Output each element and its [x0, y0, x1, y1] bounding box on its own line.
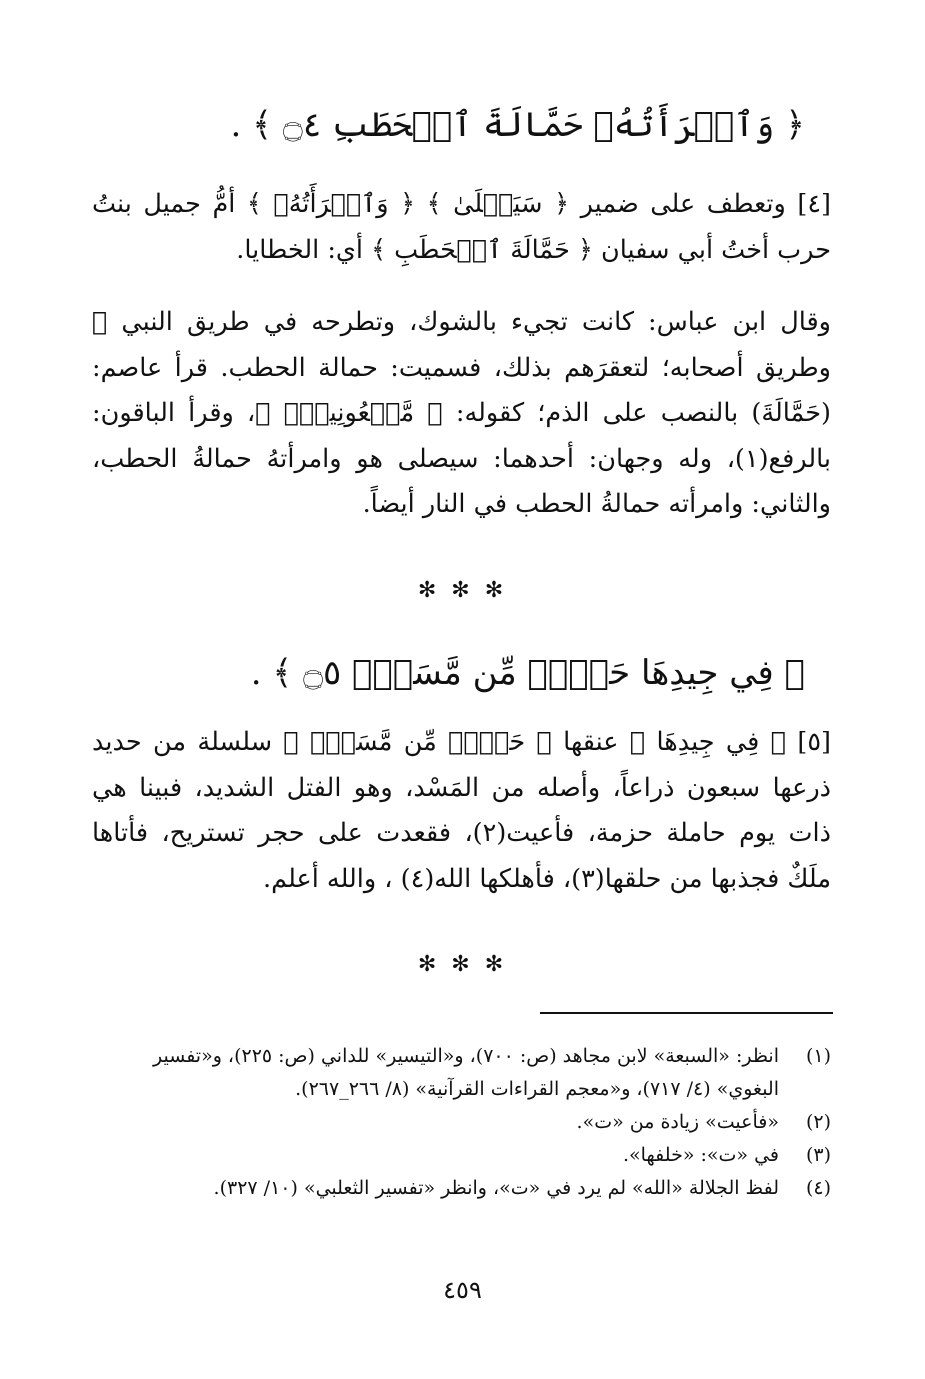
footnote-item [92, 1139, 831, 1172]
footnote-text: في «ت»: «خلفها». [622, 1144, 779, 1166]
quran-verse-5: ﴿ فِي جِيدِهَا حَبۡلٞ مِّن مَّسَدِۭ ۝٥ ﴾ . [250, 653, 805, 693]
commentary-paragraph-3: [٥] ﴿ فِي جِيدِهَا ﴾ عنقها ﴿ حَبۡلٞ مِّن مَّسَدِۭ ﴾ سلسلة من حديد ذرعها سبعون ذراعاً، وأصله من المَسْد، وهو الفتل الشديد، فبينا هي ذات يوم حاملة حزمة، فأعيت(٢)، فقعدت على حجر تستريح، فأتاها ملَكٌ فجذبها من حلقها(٣)، فأهلكها الله(٤) ، والله أعلم. [92, 727, 831, 894]
section-separator-end: ✻ ✻ ✻ [417, 952, 508, 977]
footnote-number: (٢) [805, 1111, 831, 1133]
footnote-text: «فأعيت» زيادة من «ت». [576, 1111, 779, 1133]
footnotes [92, 1040, 831, 1205]
footnote-number: (٣) [805, 1144, 831, 1166]
footnote-divider [540, 1012, 833, 1014]
commentary-ibn-abbas [92, 300, 831, 528]
footnote-number: (١) [805, 1045, 831, 1067]
footnote-text: لفظ الجلالة «الله» لم يرد في «ت»، وانظر «تفسير الثعلبي» (١٠/ ٣٢٧). [213, 1177, 779, 1199]
footnote-item [92, 1106, 831, 1139]
section-separator: ✻ ✻ ✻ [417, 578, 508, 603]
footnote-text: انظر: «السبعة» لابن مجاهد (ص: ٧٠٠)، و«التيسير» للداني (ص: ٢٢٥)، و«تفسير البغوي» (٤/ ٧١٧)، و«معجم القراءات القرآنية» (٨/ ٢٦٦_٢٦٧). [153, 1045, 779, 1100]
footnote-number: (٤) [805, 1177, 831, 1199]
commentary-paragraph-1: [٤] وتعطف على ضمير ﴿ سَيَصۡلَىٰ ﴾ ﴿ وَٱمۡرَأَتُهُۥ ﴾ أمُّ جميل بنتُ حرب أختُ أبي سفيان ﴿ حَمَّالَةَ ٱلۡحَطَبِ ﴾ أي: الخطايا. [92, 189, 831, 265]
commentary-verse-5 [92, 720, 831, 902]
footnote-item [92, 1172, 831, 1205]
commentary-paragraph-2: وقال ابن عباس: كانت تجيء بالشوك، وتطرحه في طريق النبي ﷺ وطريق أصحابه؛ لتعقرَهم بذلك، فسميت: حمالة الحطب. قرأ عاصم: (حَمَّالَةَ) بالنصب على الذم؛ كقوله: ﴿ مَّلۡعُونِينَۖ ﴾، وقرأ الباقون: بالرفع(١)، وله وجهان: أحدهما: سيصلى هو وامرأتهُ حمالةُ الحطب، والثاني: وامرأته حمالةُ الحطب في النار أيضاً. [92, 307, 831, 519]
footnote-item [92, 1040, 831, 1106]
quran-verse-4: ﴿ وَٱمۡرَأَتُهُۥ حَمَّالَةَ ٱلۡحَطَبِ ۝٤ ﴾ . [230, 105, 805, 145]
commentary-verse-4 [92, 182, 831, 273]
page-number: ٤٥٩ [443, 1276, 482, 1304]
